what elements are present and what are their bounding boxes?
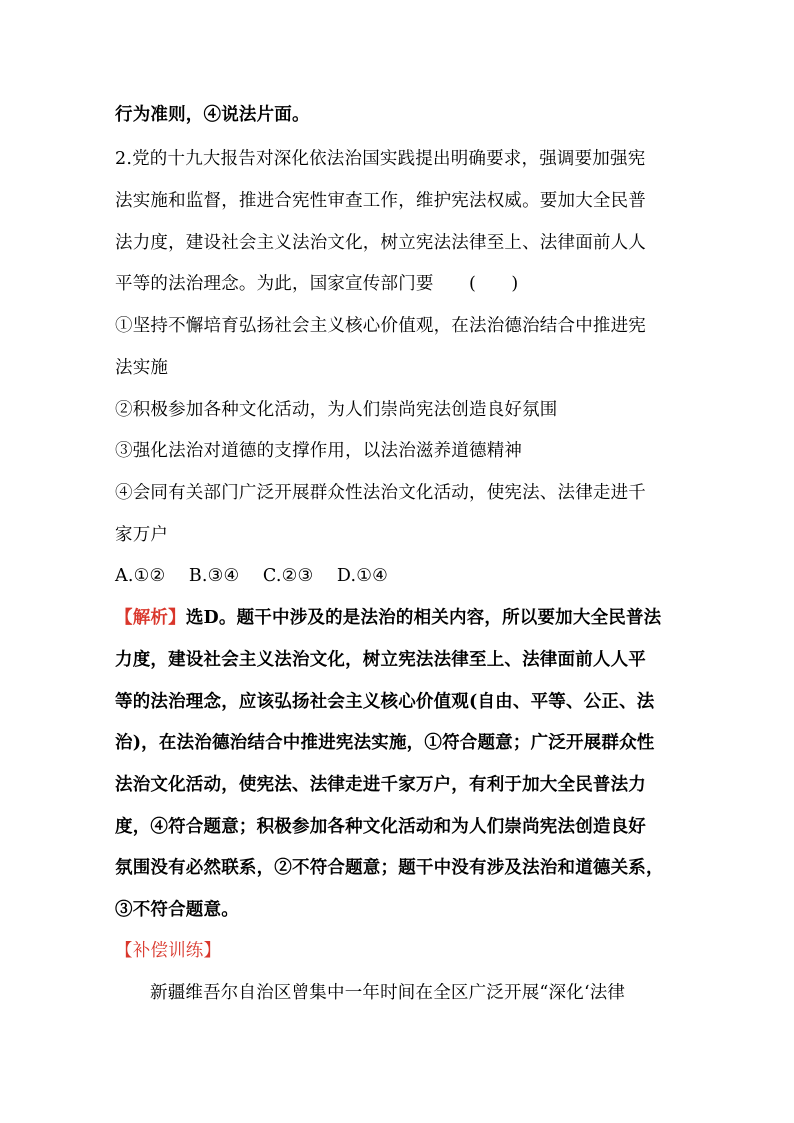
answer-choices: A.①② B.③④ C.②③ D.①④ bbox=[115, 566, 389, 586]
practice-text-line: 新疆维吾尔自治区曾集中一年时间在全区广泛开展“深化‘法律 bbox=[150, 983, 626, 1003]
text-line: 法实施和监督，推进合宪性审查工作，维护宪法权威。要加大全民普 bbox=[115, 191, 646, 211]
analysis-line: 治)，在法治德治结合中推进宪法实施，①符合题意；广泛开展群众性 bbox=[115, 733, 655, 753]
analysis-first-line bbox=[115, 606, 661, 630]
text-line: 行为准则，④说法片面。 bbox=[115, 105, 310, 125]
option-4-line: ④会同有关部门广泛开展群众性法治文化活动，使宪法、法律走进千 bbox=[115, 483, 646, 503]
option-2-line: ②积极参加各种文化活动，为人们崇尚宪法创造良好氛围 bbox=[115, 400, 558, 420]
analysis-line: ③不符合题意。 bbox=[115, 900, 239, 920]
text-line: 法实施 bbox=[115, 358, 169, 378]
analysis-text: 选D。题干中涉及的是法治的相关内容，所以要加大全民普法 bbox=[185, 608, 662, 628]
practice-tag: 【补偿训练】 bbox=[115, 941, 222, 961]
text-line: 法力度，建设社会主义法治文化，树立宪法法律至上、法律面前人人 bbox=[115, 233, 646, 253]
analysis-line: 氛围没有必然联系，②不符合题意；题干中没有涉及法治和道德关系， bbox=[115, 858, 664, 878]
option-3-line: ③强化法治对道德的支撑作用，以法治滋养道德精神 bbox=[115, 441, 523, 461]
analysis-line: 法治文化活动，使宪法、法律走进千家万户，有利于加大全民普法力 bbox=[115, 775, 646, 795]
practice-heading bbox=[115, 939, 221, 963]
option-1-line: ①坚持不懈培育弘扬社会主义核心价值观，在法治德治结合中推进宪 bbox=[115, 316, 646, 336]
question-2-line: 2.党的十九大报告对深化依法治国实践提出明确要求，强调要加强宪 bbox=[115, 149, 646, 169]
text-line: 平等的法治理念。为此，国家宣传部门要 ( ) bbox=[115, 274, 519, 294]
analysis-line: 力度，建设社会主义法治文化，树立宪法法律至上、法律面前人人平 bbox=[115, 650, 646, 670]
analysis-line: 度，④符合题意；积极参加各种文化活动和为人们崇尚宪法创造良好 bbox=[115, 817, 646, 837]
analysis-line: 等的法治理念，应该弘扬社会主义核心价值观(自由、平等、公正、法 bbox=[115, 692, 655, 712]
text-line: 家万户 bbox=[115, 525, 169, 545]
analysis-tag: 【解析】 bbox=[115, 608, 186, 628]
